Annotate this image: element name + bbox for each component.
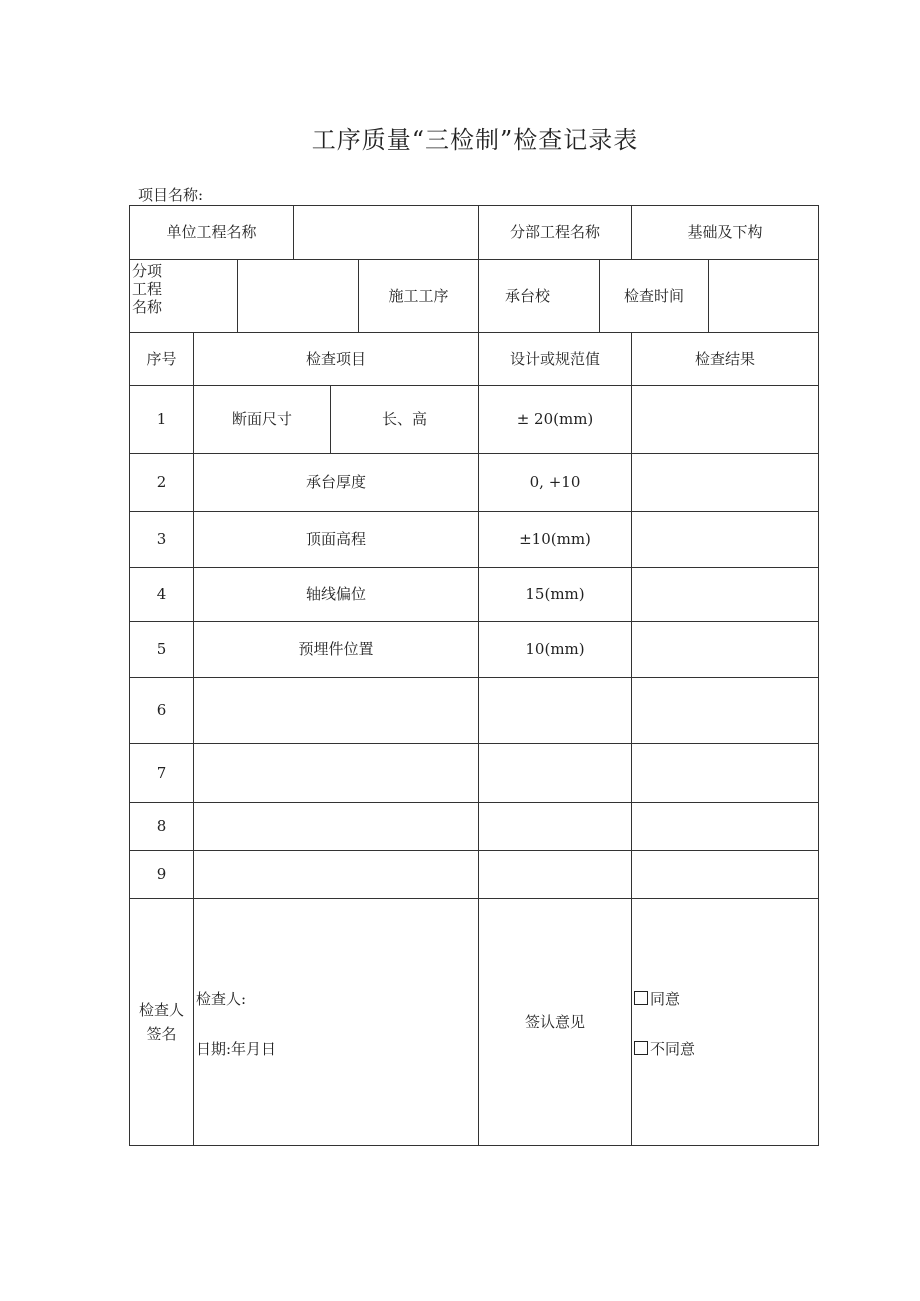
row-spec: 15(mm) <box>525 585 585 604</box>
confirmation-label: 签认意见 <box>524 1012 585 1031</box>
sub-item-label-line: 名称 <box>132 298 163 316</box>
column-header-seq: 序号 <box>146 349 177 368</box>
agree-label: 同意 <box>650 990 681 1008</box>
sub-item-label-line: 分项 <box>132 262 163 280</box>
row-number: 6 <box>156 701 167 720</box>
checkbox-icon[interactable] <box>634 991 648 1005</box>
agree-option[interactable] <box>634 974 695 1024</box>
row-result[interactable] <box>632 512 818 567</box>
row-result[interactable] <box>632 851 818 898</box>
column-header-spec: 设计或规范值 <box>509 349 600 368</box>
row-spec[interactable] <box>479 744 631 802</box>
row-number: 8 <box>156 817 167 836</box>
row-spec[interactable] <box>479 803 631 850</box>
row-sub-item: 长、高 <box>381 410 427 429</box>
row-item[interactable] <box>194 803 478 850</box>
row-spec: 10(mm) <box>525 640 585 659</box>
row-result[interactable] <box>632 568 818 621</box>
unit-project-label: 单位工程名称 <box>166 223 257 242</box>
inspect-time-value[interactable] <box>709 260 818 332</box>
sub-item-label-line: 工程 <box>132 280 163 298</box>
confirmation-options <box>634 899 818 1145</box>
row-number: 4 <box>156 585 167 604</box>
sub-item-label <box>132 260 237 332</box>
row-spec: ± 20(mm) <box>516 410 594 429</box>
column-header-result: 检查结果 <box>694 349 755 368</box>
checkbox-icon[interactable] <box>634 1041 648 1055</box>
row-item: 承台厚度 <box>305 473 366 492</box>
row-number: 5 <box>156 640 167 659</box>
row-spec[interactable] <box>479 678 631 743</box>
row-spec: ±10(mm) <box>519 530 591 549</box>
row-item[interactable] <box>194 678 478 743</box>
division-project-value[interactable]: 基础及下构 <box>687 223 763 242</box>
row-number: 7 <box>156 763 167 782</box>
process-label: 施工工序 <box>388 286 449 305</box>
row-item[interactable] <box>194 744 478 802</box>
row-item[interactable] <box>194 851 478 898</box>
row-result[interactable] <box>632 454 818 511</box>
row-result[interactable] <box>632 803 818 850</box>
row-number: 3 <box>156 530 167 549</box>
row-item: 断面尺寸 <box>231 410 292 429</box>
row-spec[interactable] <box>479 851 631 898</box>
page-title: 工序质量“三检制”检查记录表 <box>311 126 639 154</box>
row-spec: 0, +10 <box>529 473 581 492</box>
sub-item-value[interactable] <box>238 260 358 332</box>
row-result[interactable] <box>632 744 818 802</box>
inspector-label: 检查人: <box>196 990 247 1008</box>
inspector-signature-label <box>130 899 193 1145</box>
inspect-time-label: 检查时间 <box>623 286 684 305</box>
unit-project-value[interactable] <box>294 206 478 259</box>
column-header-item: 检查项目 <box>305 349 366 368</box>
disagree-option[interactable] <box>634 1024 695 1074</box>
row-number: 1 <box>156 410 167 429</box>
project-name-label: 项目名称: <box>138 186 204 204</box>
row-number: 9 <box>156 865 167 884</box>
signature-label-line: 签名 <box>146 1025 177 1043</box>
row-result[interactable] <box>632 622 818 677</box>
date-label: 日期:年月日 <box>196 1040 277 1058</box>
signature-label-line: 检查人 <box>138 1001 184 1019</box>
row-result[interactable] <box>632 678 818 743</box>
row-item: 预埋件位置 <box>298 640 374 659</box>
row-result[interactable] <box>632 386 818 453</box>
row-item: 顶面高程 <box>305 530 366 549</box>
disagree-label: 不同意 <box>650 1040 696 1058</box>
row-number: 2 <box>156 473 167 492</box>
division-project-label: 分部工程名称 <box>509 223 600 242</box>
inspector-signature-area[interactable] <box>196 899 478 1145</box>
row-item: 轴线偏位 <box>305 585 366 604</box>
process-value[interactable]: 承台校 <box>505 286 551 305</box>
